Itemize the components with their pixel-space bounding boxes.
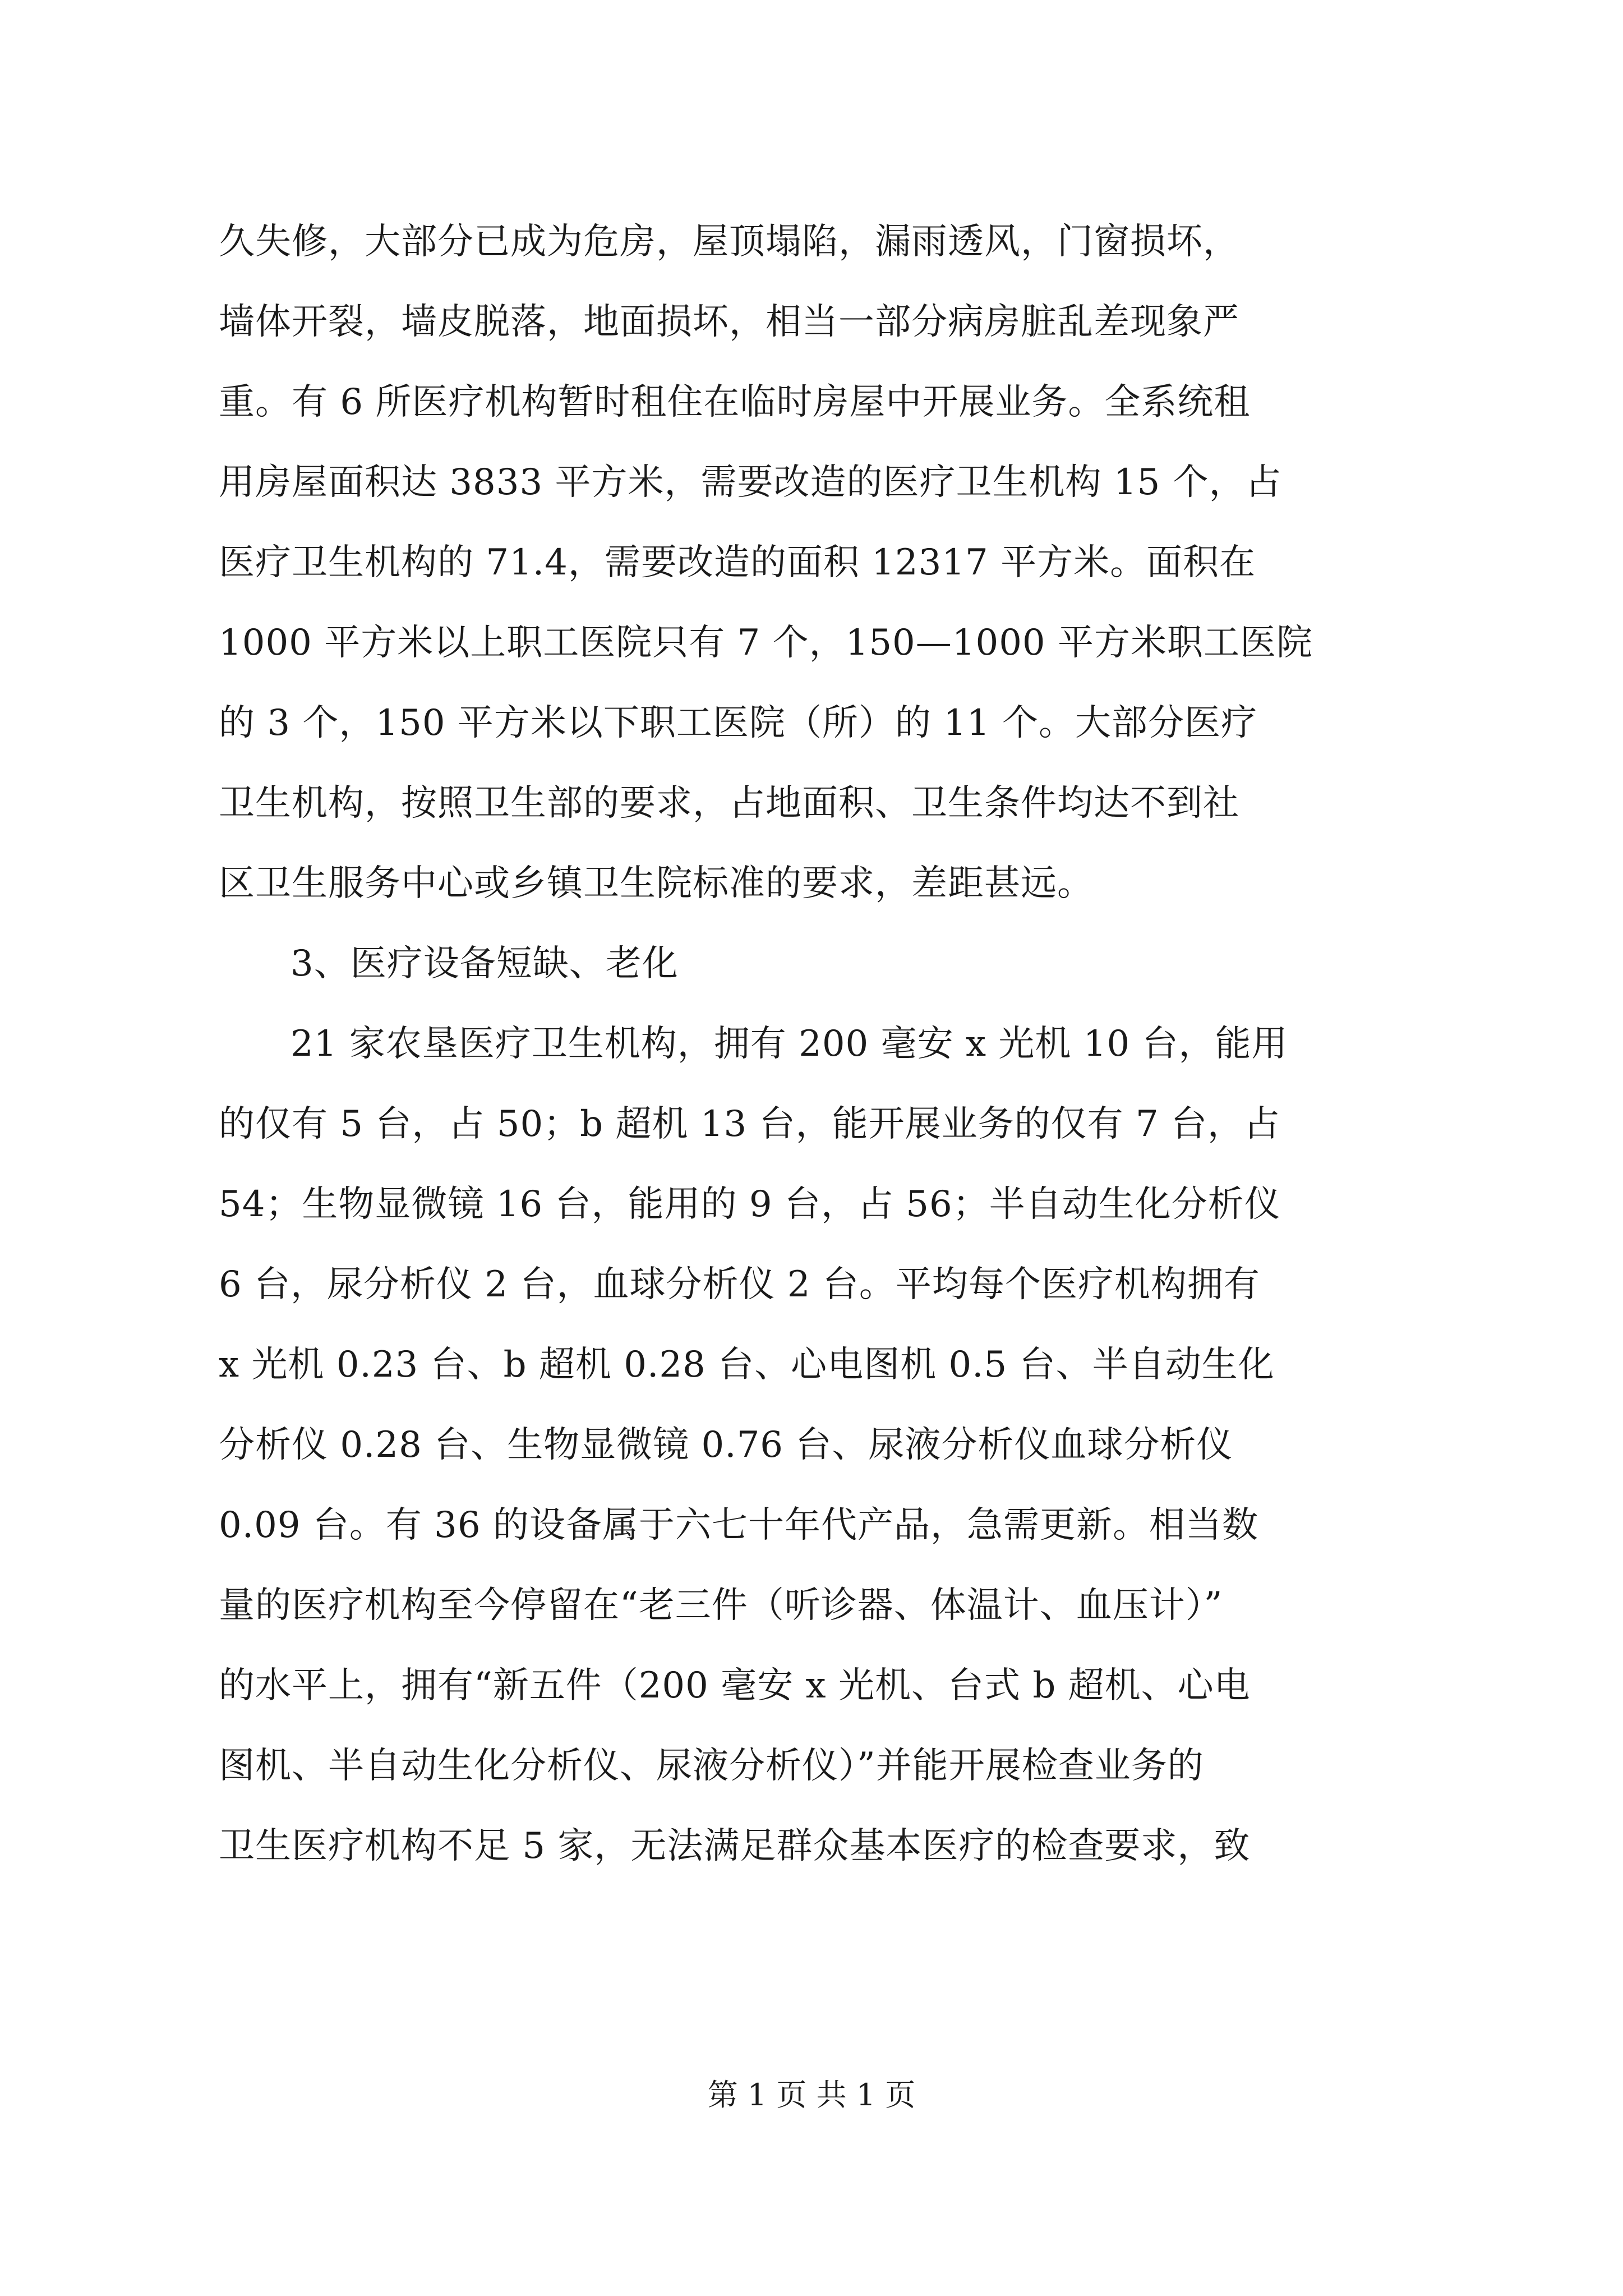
text-line: 54；生物显微镜 16 台，能用的 9 台，占 56；半自动生化分析仪	[219, 1184, 1281, 1225]
text-line: 区卫生服务中心或乡镇卫生院标准的要求，差距甚远。	[219, 863, 1094, 904]
text-line: 0.09 台。有 36 的设备属于六七十年代产品，急需更新。相当数	[219, 1504, 1258, 1546]
text-line: 重。有 6 所医疗机构暂时租住在临时房屋中开展业务。全系统租	[219, 381, 1251, 423]
text-line: 分析仪 0.28 台、生物显微镜 0.76 台、尿液分析仪血球分析仪	[219, 1424, 1233, 1466]
text-line: 的水平上，拥有“新五件（200 毫安 x 光机、台式 b 超机、心电	[219, 1665, 1251, 1706]
text-line: 6 台，尿分析仪 2 台，血球分析仪 2 台。平均每个医疗机构拥有	[219, 1264, 1260, 1305]
paragraph-first-line: 21 家农垦医疗卫生机构，拥有 200 毫安 x 光机 10 台，能用	[291, 1023, 1288, 1065]
text-line: 的仅有 5 台，占 50；b 超机 13 台，能开展业务的仅有 7 台，占	[219, 1103, 1281, 1145]
text-line: 的 3 个，150 平方米以下职工医院（所）的 11 个。大部分医疗	[219, 702, 1258, 744]
text-line: 医疗卫生机构的 71.4，需要改造的面积 12317 平方米。面积在	[219, 542, 1256, 583]
text-line: 墙体开裂，墙皮脱落，地面损坏，相当一部分病房脏乱差现象严	[219, 301, 1239, 343]
text-line: 卫生医疗机构不足 5 家，无法满足群众基本医疗的检查要求，致	[219, 1825, 1251, 1867]
body-text	[219, 202, 1453, 1887]
text-line: 1000 平方米以上职工医院只有 7 个，150—1000 平方米职工医院	[219, 622, 1313, 664]
text-line: 用房屋面积达 3833 平方米，需要改造的医疗卫生机构 15 个，占	[219, 462, 1282, 503]
section-heading: 3、医疗设备短缺、老化	[291, 943, 679, 984]
text-line: x 光机 0.23 台、b 超机 0.28 台、心电图机 0.5 台、半自动生化	[219, 1344, 1275, 1386]
page-number-footer: 第 1 页 共 1 页	[707, 2077, 916, 2113]
text-line: 量的医疗机构至今停留在“老三件（听诊器、体温计、血压计）”	[219, 1585, 1223, 1626]
text-line: 久失修，大部分已成为危房，屋顶塌陷，漏雨透风，门窗损坏，	[219, 221, 1239, 263]
text-line: 图机、半自动生化分析仪、尿液分析仪）”并能开展检查业务的	[219, 1745, 1204, 1787]
text-line: 卫生机构，按照卫生部的要求，占地面积、卫生条件均达不到社	[219, 783, 1239, 824]
